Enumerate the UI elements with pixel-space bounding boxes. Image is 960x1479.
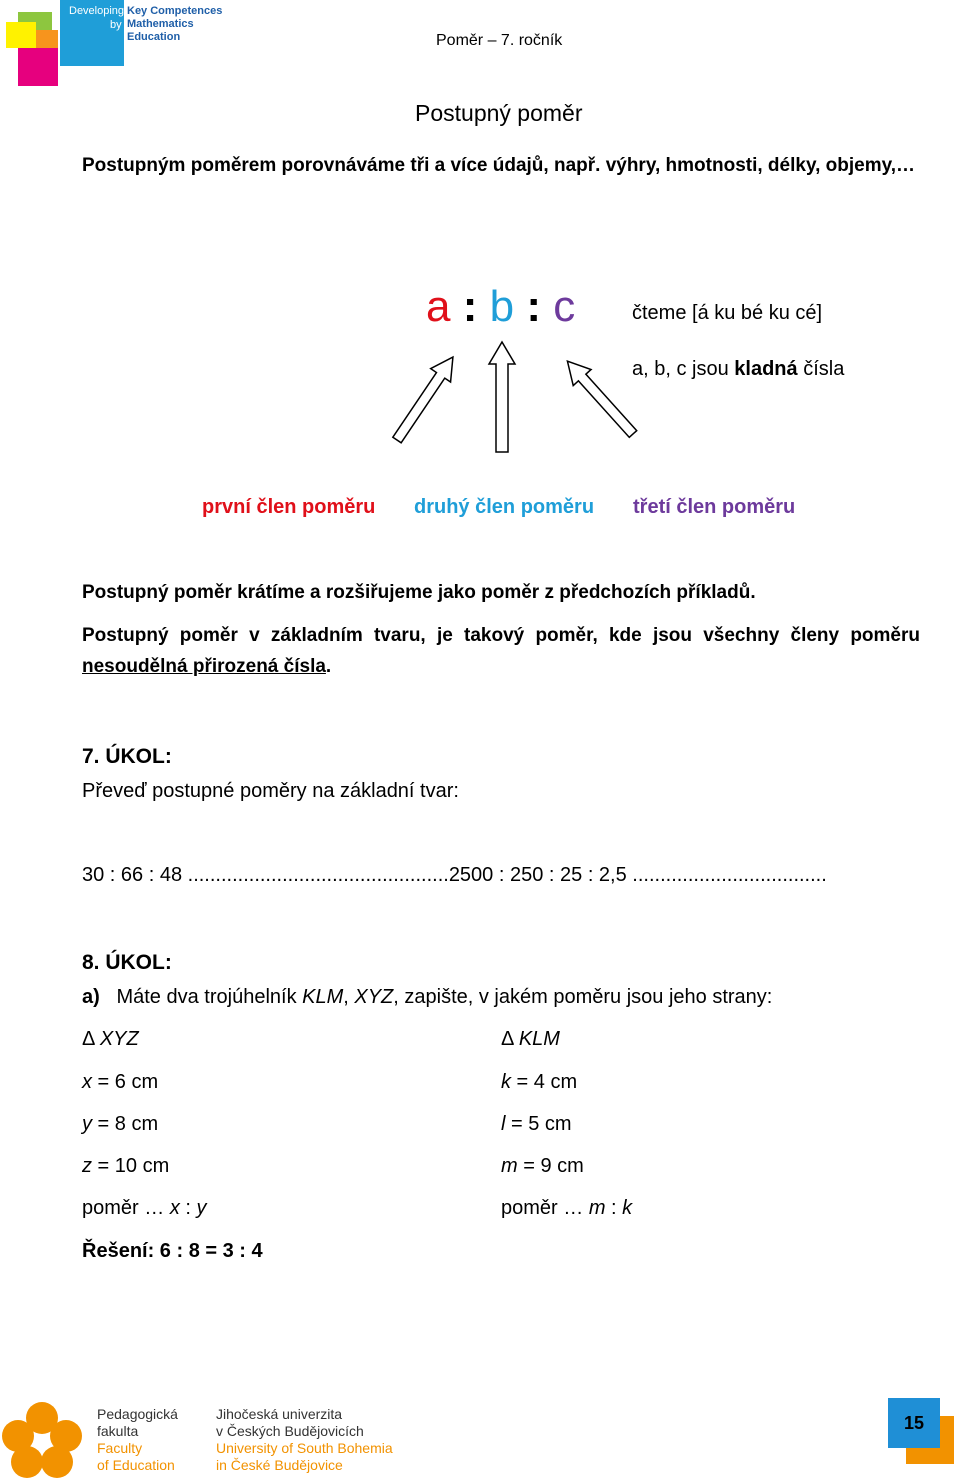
side-x-val: = 6 cm	[92, 1071, 159, 1093]
arrow-second-icon	[489, 342, 515, 452]
faculty-line4: of Education	[97, 1457, 175, 1473]
ratio-xy-prefix: poměr …	[82, 1197, 170, 1219]
ratio-mk-a: m	[588, 1197, 606, 1219]
arrow-first-icon	[387, 350, 463, 446]
faculty-name	[97, 1406, 178, 1474]
side-l	[501, 1113, 572, 1136]
logo-text-edu: Education	[127, 31, 181, 43]
ratio-xy-sep: :	[179, 1197, 197, 1219]
side-y-var: y	[82, 1113, 92, 1135]
side-l-var: l	[501, 1113, 506, 1135]
task8-part-label: a)	[82, 986, 100, 1008]
ratio-note-prefix: a, b, c jsou	[632, 358, 735, 380]
logo-square-yellow	[6, 22, 36, 48]
logo-text-developing: Developing	[69, 5, 125, 17]
logo-text-by: by	[110, 19, 122, 31]
faculty-line2: fakulta	[97, 1423, 139, 1439]
ratio-mk	[501, 1197, 632, 1220]
ratio-mk-sep: :	[605, 1197, 623, 1219]
ratio-reading: čteme [á ku bé ku cé]	[632, 302, 823, 324]
side-m-val: = 9 cm	[517, 1155, 584, 1177]
ratio-xy	[82, 1197, 206, 1220]
intro-paragraph: Postupným poměrem porovnáváme tři a více údajů, např. výhry, hmotnosti, délky, objemy,…	[82, 155, 916, 176]
ratio-sep-2: :	[526, 282, 541, 331]
task8-instr-1: Máte dva trojúhelník	[116, 986, 303, 1008]
university-line4: in České Budějovice	[216, 1457, 343, 1473]
rule-basic-form-end: .	[325, 656, 332, 677]
ratio-b: b	[489, 282, 515, 331]
term-first: první člen poměru	[202, 496, 376, 518]
task7-ex2-ratio: 2500 : 250 : 25 : 2,5	[448, 864, 627, 886]
ratio-mk-prefix: poměr …	[501, 1197, 589, 1219]
task8-instr-xyz: XYZ	[354, 986, 394, 1008]
faculty-flower-icon	[2, 1400, 82, 1478]
triangle-klm-symbol: Δ	[501, 1028, 514, 1050]
side-z-var: z	[82, 1155, 92, 1177]
triangle-xyz-symbol: Δ	[82, 1028, 95, 1050]
ratio-mk-b: k	[622, 1197, 633, 1219]
faculty-line3: Faculty	[97, 1440, 143, 1456]
solution: Řešení: 6 : 8 = 3 : 4	[82, 1240, 263, 1262]
side-k-val: = 4 cm	[511, 1071, 578, 1093]
side-k-var: k	[501, 1071, 511, 1093]
term-second: druhý člen poměru	[414, 496, 595, 518]
university-line1: Jihočeská univerzita	[216, 1406, 343, 1422]
task7-ex1-ratio: 30 : 66 : 48	[82, 864, 183, 886]
task7-exercise-1	[82, 864, 827, 887]
triangle-klm-name: KLM	[518, 1028, 560, 1050]
rule-shortening: Postupný poměr krátíme a rozšiřujeme jako poměr z předchozích příkladů.	[82, 582, 756, 603]
side-m-var: m	[501, 1155, 518, 1177]
triangle-klm-title	[501, 1028, 560, 1051]
ratio-c: c	[553, 282, 576, 331]
triangle-xyz-name: XYZ	[99, 1028, 139, 1050]
side-y-val: = 8 cm	[92, 1113, 159, 1135]
task8-heading: 8. ÚKOL:	[82, 951, 172, 974]
logo-square-magenta	[18, 48, 58, 86]
side-k	[501, 1071, 577, 1094]
ratio-a: a	[426, 282, 451, 331]
ratio-xy-b: y	[196, 1197, 207, 1219]
faculty-line1: Pedagogická	[97, 1406, 178, 1422]
side-z-val: = 10 cm	[92, 1155, 170, 1177]
side-l-val: = 5 cm	[505, 1113, 572, 1135]
ratio-xy-a: x	[169, 1197, 180, 1219]
task7-ex2-answer-blank[interactable]: ...................................	[632, 864, 827, 886]
arrow-third-icon	[559, 353, 642, 442]
rule-basic-form-underlined: nesoudělná přirozená čísla	[82, 656, 326, 677]
task7-heading: 7. ÚKOL:	[82, 745, 172, 768]
page-number: 15	[888, 1398, 940, 1448]
university-line2: v Českých Budějovicích	[216, 1423, 364, 1439]
rule-basic-form	[82, 620, 920, 682]
side-x	[82, 1071, 158, 1094]
task8-instr-klm: KLM	[302, 986, 344, 1008]
triangle-xyz-title	[82, 1028, 139, 1051]
logo-text-key: Key Competences	[127, 5, 223, 17]
arrows-diagram	[355, 330, 655, 460]
task7-ex1-answer-blank[interactable]: ...............................................	[187, 864, 449, 886]
university-name	[216, 1406, 393, 1474]
task8-instr-2: ,	[343, 986, 355, 1008]
task8-instr-3: , zapište, v jakém poměru jsou jeho strany:	[393, 986, 773, 1008]
university-line3: University of South Bohemia	[216, 1440, 393, 1456]
logo-text-math: Mathematics	[127, 18, 194, 30]
rule-basic-form-text: Postupný poměr v základním tvaru, je takový poměr, kde jsou všechny členy poměru	[82, 625, 920, 646]
ratio-sep-1: :	[462, 282, 478, 331]
ratio-formula	[426, 282, 575, 332]
term-third: třetí člen poměru	[633, 496, 796, 518]
ratio-note	[632, 358, 844, 381]
side-m	[501, 1155, 584, 1178]
side-y	[82, 1113, 158, 1136]
task7-instruction: Převeď postupné poměry na základní tvar:	[82, 780, 459, 802]
side-x-var: x	[82, 1071, 92, 1093]
page-title: Postupný poměr	[415, 100, 583, 126]
header-title: Poměr – 7. ročník	[436, 32, 563, 49]
side-z	[82, 1155, 169, 1178]
ratio-note-suffix: čísla	[797, 358, 845, 380]
ratio-note-bold: kladná	[734, 358, 798, 380]
task8-instruction	[82, 986, 772, 1009]
